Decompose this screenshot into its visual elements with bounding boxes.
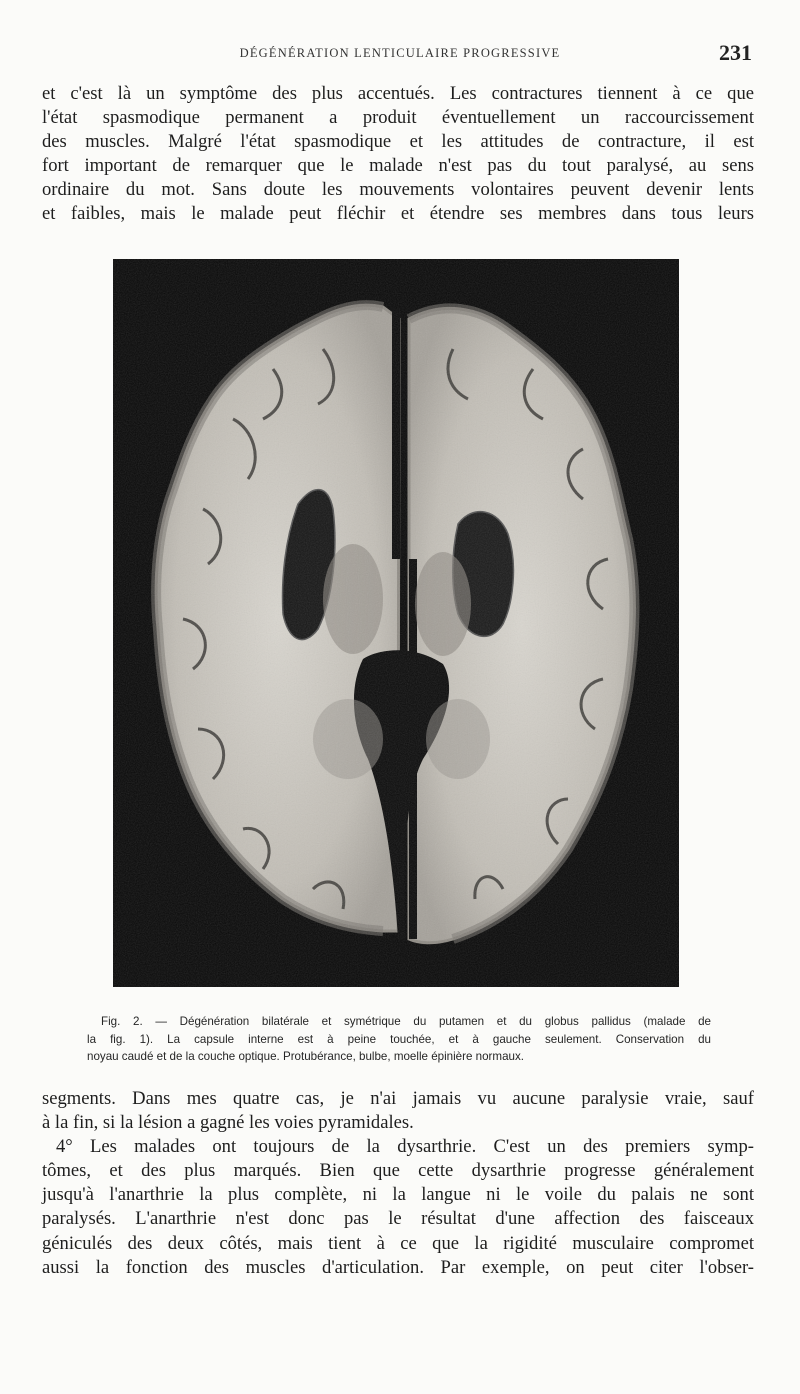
- text-line: l'état spasmodique permanent a produit éventuellement un raccourcissement: [42, 107, 754, 129]
- text-line: fort important de remarquer que le malade n'est pas du tout paralysé, au sens: [42, 155, 754, 177]
- brain-section-illustration: [113, 259, 679, 987]
- text-line: des muscles. Malgré l'état spasmodique et les attitudes de contracture, il est: [42, 131, 754, 153]
- text-line: paralysés. L'anarthrie n'est donc pas le résultat d'une affection des faisceaux: [42, 1208, 754, 1230]
- text-line: et c'est là un symptôme des plus accentués. Les contractures tiennent à ce que: [42, 83, 754, 104]
- figure-caption: [87, 1013, 711, 1066]
- page-number: 231: [719, 40, 752, 65]
- brain-section-photograph: [113, 259, 679, 987]
- text-line: jusqu'à l'anarthrie la plus complète, ni la langue ni le voile du palais ne sont: [42, 1184, 754, 1206]
- caption-line: noyau caudé et de la couche optique. Protubérance, bulbe, moelle épinière normaux.: [87, 1050, 524, 1063]
- running-title: DÉGÉNÉRATION LENTICULAIRE PROGRESSIVE: [239, 46, 561, 60]
- text-line: ordinaire du mot. Sans doute les mouvements volontaires peuvent devenir lents: [42, 179, 754, 201]
- text-line: tômes, et des plus marqués. Bien que cette dysarthrie progresse généralement: [42, 1160, 754, 1182]
- body-paragraph-top: [42, 82, 754, 227]
- caption-line: Fig. 2. — Dégénération bilatérale et symétrique du putamen et du globus pallidus (malade de: [101, 1015, 711, 1028]
- text-line: 4° Les malades ont toujours de la dysarthrie. C'est un des premiers symp-: [56, 1136, 754, 1158]
- text-line: aussi la fonction des muscles d'articulation. Par exemple, on peut citer l'obser-: [42, 1256, 754, 1278]
- text-line: segments. Dans mes quatre cas, je n'ai jamais vu aucune paralysie vraie, sauf: [42, 1088, 754, 1109]
- text-line: géniculés des deux côtés, mais tient à ce que la rigidité musculaire compromet: [42, 1232, 754, 1254]
- caption-line: la fig. 1). La capsule interne est à peine touchée, et à gauche seulement. Conservation du: [87, 1032, 711, 1046]
- text-line: à la fin, si la lésion a gagné les voies pyramidales.: [42, 1112, 414, 1134]
- text-line: et faibles, mais le malade peut fléchir et étendre ses membres dans tous leurs: [42, 203, 754, 225]
- body-paragraph-bottom: [42, 1087, 754, 1280]
- running-head: [0, 40, 800, 70]
